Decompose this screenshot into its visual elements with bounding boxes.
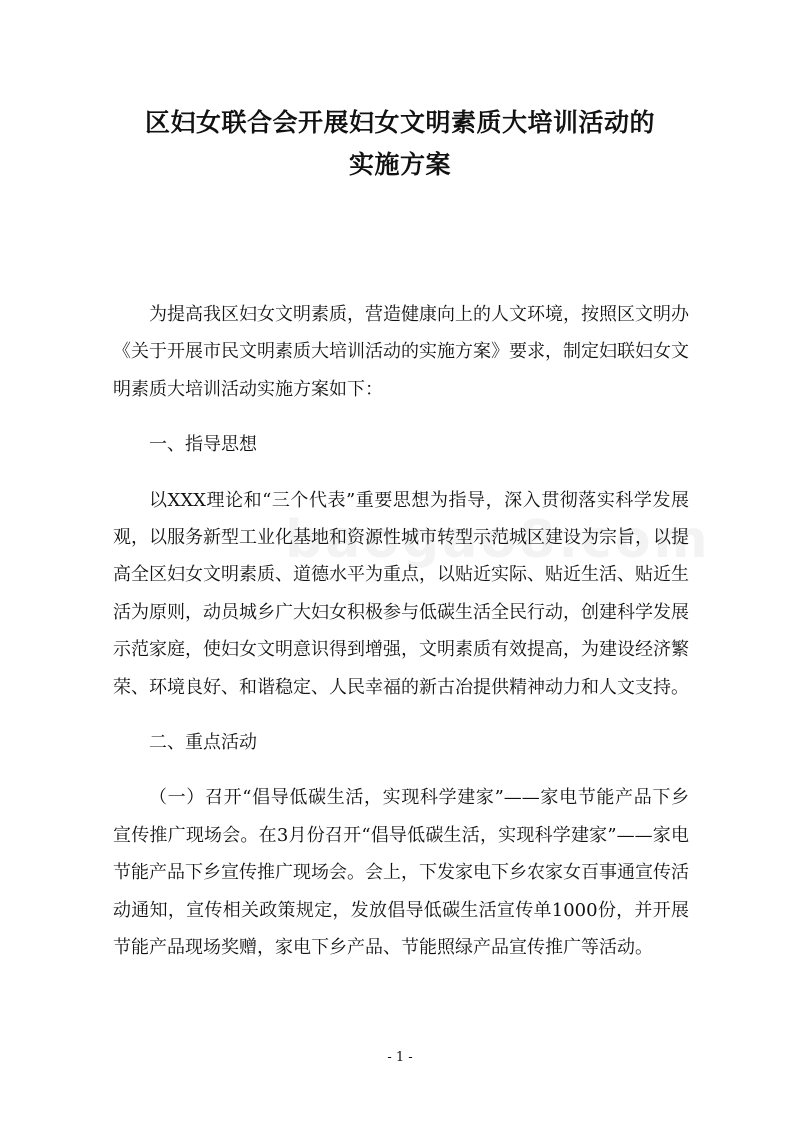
document-body xyxy=(113,296,689,967)
document-title-line-2: 实施方案 xyxy=(348,150,451,179)
page-number: - 1 - xyxy=(387,1050,413,1065)
activity-one-paragraph: （一）召开“倡导低碳生活，实现科学建家”——家电节能产品下乡宣传推广现场会。在3月份召开“倡导低碳生活，实现科学建家”——家电节能产品下乡宣传推广现场会。会上，下发家电下乡农家女百事通宣传活动通知，宣传相关政策规定，发放倡导低碳生活宣传单1000份，并开展节能产品现场奖赠，家电下乡产品、节能照绿产品宣传推广等活动。 xyxy=(113,787,689,959)
intro-paragraph: 为提高我区妇女文明素质，营造健康向上的人文环境，按照区文明办《关于开展市民文明素质大培训活动的实施方案》要求，制定妇联妇女文明素质大培训活动实施方案如下： xyxy=(113,304,689,400)
guiding-ideology-paragraph: 以XXX理论和“三个代表”重要思想为指导，深入贯彻落实科学发展观，以服务新型工业化基地和资源性城市转型示范城区建设为宗旨，以提高全区妇女文明素质、道德水平为重点，以贴近实际、贴近生活、贴近生活为原则，动员城乡广大妇女积极参与低碳生活全民行动，创建科学发展示范家庭，使妇女文明意识得到增强，文明素质有效提高，为建设经济繁荣、环境良好、和谐稳定、人民幸福的新古冶提供精神动力和人文支持。 xyxy=(113,489,689,698)
section-heading-key-activities: 二、重点活动 xyxy=(149,732,257,754)
document-title-line-1: 区妇女联合会开展妇女文明素质大培训活动的 xyxy=(144,108,655,137)
section-heading-guiding-ideology: 一、指导思想 xyxy=(149,434,257,456)
